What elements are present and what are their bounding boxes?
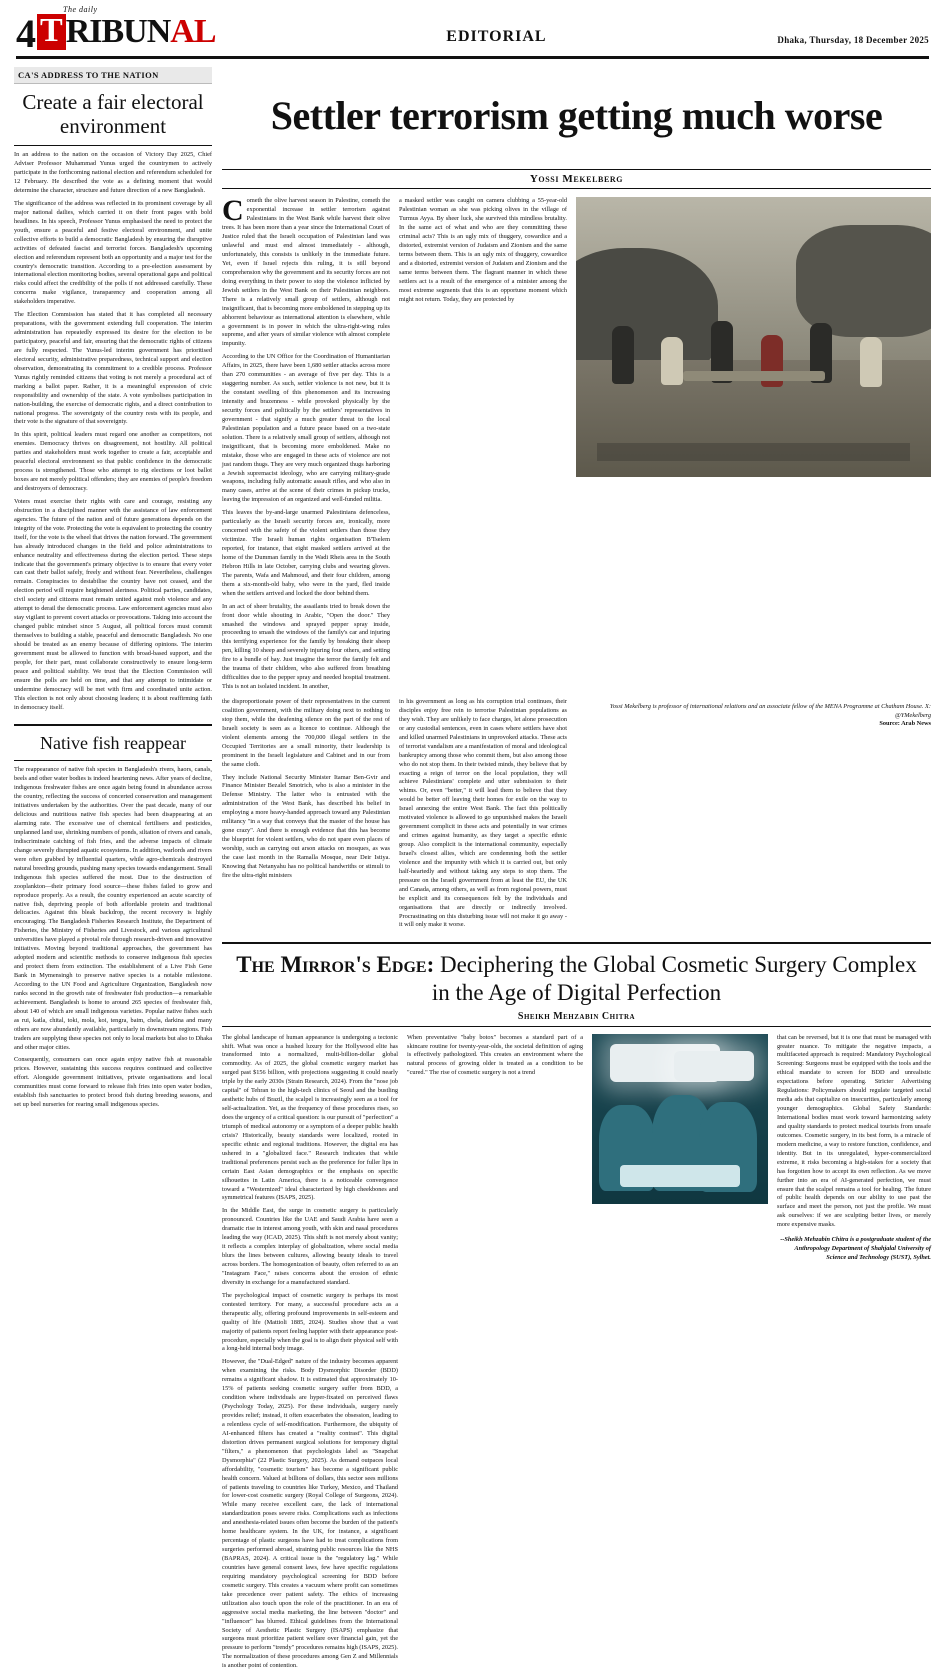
editorial-column [14, 67, 212, 1675]
logo-word: RIBUN [65, 13, 171, 50]
page-number: 4 [16, 11, 35, 56]
editorial-paragraph: The significance of the address was reflected in its prominent coverage by all major national dailies, which carried it on their front pages with bold headlines. In his speech, Professor Yunus emphasised the need to protect the youth, ensure a peaceful and festive electoral environment, and unite collective efforts to build a democratic Bangladesh by ensuring the disruptive activities of defeated fascist and terrorist forces. Bangladesh's upcoming election and referendum represent both an opportunity and a major test for the country's democratic transition. According to a pre-election assessment by international election monitoring bodies, several operational gaps and political risks could affect the credibility of the polls if not addressed carefully. These concerns make vigilance, transparency and cooperation among all stakeholders imperative. [14, 199, 212, 306]
main-paragraph: They include National Security Minister Itamar Ben-Gvir and Finance Minister Bezalel Smotrich, who is also a minister in the Defense Ministry. The latter who is entrusted with the administration of the West Bank, has described his belief in employing a more heavy-handed approach toward any Palestinian militancy "in a way that conveys that the master of the house has gone crazy". And there is enough evidence that this has become the blueprint for violent settlers, who do not spare even places of worship, such as carrying out arson attacks on mosques, as was the case last month in the Ramalla Mosque, near Deir Istiya. Knowing that Netanyahu has no political handwriths or stimuli to fire the ultra-right ministers [222, 773, 390, 879]
feature-column-2 [407, 1034, 583, 1675]
operating-room-photo [592, 1034, 768, 1204]
feature-paragraph: In the Middle East, the surge in cosmetic surgery is particularly pronounced. Countries like the UAE and Saudi Arabia have seen a dramatic rise in interest among youth, with skin and nasal procedures leading the way (ICAD, 2025). This shift is not merely about vanity; it reflects a complex interplay of globalization, where social media blurs the lines between cultures, allowing beauty ideals to travel across borders. The homogenization of beauty, often referred to as an "Instagram Face," raises concerns about the erosion of ethnic diversity in exchange for a manufactured standard. [222, 1207, 398, 1286]
feature-byline: Sheikh Mehzabin Chitra [222, 1011, 931, 1027]
main-story-column-1 [222, 194, 390, 696]
feature-paragraph: that can be reversed, but it is one that must be managed with greater nuance. To mitigate the negative impacts, a multifaceted approach is required: Mandatory Psychological Screening: Surgeons must be equipped with the tools and the ethical mandate to screen for BDD and unrealistic expectations before operating. Stricter Advertising Regulations: Policymakers should regulate targeted social media ads that capitalize on insecurities, particularly among younger demographics. Global Safety Standards: International bodies must work toward harmonizing safety and quality standards to protect medical tourists from unsafe outcomes. Cosmetic surgery, in its best form, is a miracle of modern medicine, a way to restore function, confidence, and identity. But in its unregulated, hyper-commercialized extreme, it risks becoming a high-stakes for a society that has forgotten how to accept its own reflection. As we move further into an era of AI-generated perfection, we must ensure that the scalpel remains a tool for healing. The future of public health depends on our ability to use past the surface and meet the person, not just the profile. We must ask ourselves: if we are sculpting better lives, or merely more expensive masks. [777, 1033, 931, 1229]
feature-headline-rest: Deciphering the Global Cosmetic Surgery Complex in the Age of Digital Perfection [431, 952, 917, 1005]
logo-the-daily: The daily [63, 5, 98, 14]
main-paragraph: the disproportionate power of their representatives in the current coalition government, with the military doing next to nothing to stop them, while the deafening silence on the part of the rest of Israeli society is seen as a licence to continue. Although the violent elements among the 700,000 illegal settlers in the Occupied Territories are a small minority, their leadership is prominent in the Israeli legislature and Cabinet and in our from the same cloth. [222, 698, 390, 768]
feature-column-1 [222, 1034, 398, 1675]
author-note: Yossi Mekelberg is professor of international relations and an associate fellow of the MENA Programme at Chatham House. X: @YMekelberg [609, 703, 931, 720]
feature-paragraph: However, the "Dual-Edged" nature of the industry becomes apparent when examining the risks. Body Dysmorphic Disorder (BDD) remains a significant shadow. It is estimated that approximately 10-15% of patients seeking cosmetic surgery suffer from BDD, a condition where individuals are hyper-fixated on perceived flaws (Psychology Today, 2025). For these individuals, surgery rarely provides relief; instead, it often exacerbates the obsession, leading to a relentless cycle of self-modification. Furthermore, the ubiquity of AI-enhanced filters has created a "reality contrast". This digital distortion drives permanent surgical solutions for temporary digital "filters," a phenomenon that psychologists label as "Snapchat Dysmorphia" (22 Plastic Surgery, 2025). As demand outpaces local affordability, "cosmetic tourism" has become a significant public health concern. Valued at billions of dollars, this sector sees millions of patients traveling to countries like Turkey, Mexico, and Thailand for lower-cost cosmetic surgery (Royal College of Surgeons, 2024). While many receive excellent care, the lack of international standardization poses severe risks. Complications such as infections and anesthesia-related issues often become the burden of the patient's home healthcare system. In the UK, for instance, a significant percentage of plastic surgeons have had to treat complications from surgeries performed abroad, straining public resources like the NHS (BAPRAS, 2024). A critical issue is the "regulatory lag." While countries have general consent laws, few have specific regulations requiring mandatory psychological screening for BDD before cosmetic surgery. This creates a vacuum where profit can sometimes take precedence over patient safety. The ethics of increasing utilization also touch upon the role of the practitioner. In an era of aggressive social media marketing, the line between "doctor" and "influencer" has blurred. Ethical guidelines from the International Society of Aesthetic Plastic Surgery (ISAPS) emphasize that surgeons must prioritize patient welfare over financial gain, yet the pressure to perform "trendy" procedures remains high (ISAPS, 2025). The normalization of these procedures among Gen Z and Millennials is another point of contention. [222, 1358, 398, 1670]
editorial-headline: Create a fair electoral environment [14, 84, 212, 146]
newspaper-logo [16, 5, 216, 56]
main-paragraph: Cometh the olive harvest season in Palestine, cometh the exponential increase in settler terrorism against Palestinians in the West Bank while harvest their olive trees. It has been more than a year since the International Court of Justice ruled that the Israeli occupation of Palestinian land was unlawful and must end almost immediately - although, unfortunately, this consists is unlikely in the immediate future. Yet, even if Israel rejects this ruling, it is still beyond comprehension why the government and its security forces are not doing everything in their power to stop the violence inflicted by Jewish settlers in the West Bank on their Palestinian neighbors. There is a relatively small group of settlers, although not insignificant, that is becoming more emboldened in stepping up its abhorrent behaviour as international attention is elsewhere, while a government is in power in which the ultra-right-wing rules supreme, and after years of similar violence with almost complete impunity. [222, 194, 390, 348]
editorial-paragraph: Consequently, consumers can once again enjoy native fish at reasonable prices. However, sustaining this success requires continued and collective effort. Alongside government initiatives, private organisations and local communities must come forward to release fish fries into open water bodies, establish fish sanctuaries to protect brood fish during breeding seasons, and set up beel nurseries for rearing small indigenous species. [14, 1056, 212, 1109]
editorial-second-body [14, 766, 212, 1114]
main-paragraph: According to the UN Office for the Coordination of Humanitarian Affairs, in 2025, there have been 1,680 settler attacks across more than 270 communities - an average of five per day. This is a staggering number. As such, settler violence is not new, but it is the constant swelling of this phenomenon and its increasing intensity and brazenness - while provoked physically by the security forces and politically by the settlers' representatives in government - that signify a much greater threat to the local Palestinian population and a future peace based on a two-state solution. There is a relatively small group of settlers, although not insignificant, that is becoming more emboldened. Make no mistake, those who are engaged in these acts of violence are not just random thugs. They are very much organized thugs harboring a Jewish supremacist ideology, who are carrying military-grade weapons, including fully automatic assault rifles, and who also in many cases, arrive at the scene of their crimes in pickup trucks, leaving the impression of an organized and well-funded militia. [222, 353, 390, 504]
main-headline: Settler terrorism getting much worse [270, 92, 883, 138]
logo-letter-t: T [37, 14, 66, 50]
main-story-column-2 [399, 197, 567, 696]
feature-paragraph: The psychological impact of cosmetic surgery is perhaps its most contested territory. For many, a successful procedure acts as a therapeutic ally, offering profound improvements in self-esteem and quality of life (Mattioli 1885, 2024). Studies show that a vast majority of patients report feeling happier with their appearance post-procedure, especially when the goal is to align their physical self with a long-held internal body image. [222, 1291, 398, 1353]
main-paragraph: in his government as long as his corruption trial continues, their disciples enjoy free rein to terrorise Palestinian populations as they wish. They are unlikely to face charges, let alone prosecution or any custodial sentences, even in cases where settlers have shot and killed unarmed Palestinians in unprovoked attacks. These acts of terrorist vandalism are a manifestation of moral and ideological bankruptcy among those who commit them, but also among those who do not stop them. In their twisted minds, they believe that by exacting a reign of terror on the local population, they will achieve Palestinians' complete and utter submission to their whims. Or, even "better," it will lead them to believe that they would be better off leaving their homes for exile on the way to Israel annexing the entire West Bank. The fact this politically motivated violence is allowed to go unpunished makes the Israeli government complicit in these acts and potentially in war crimes and crimes against humanity, as they target a specific ethnic group. Also complicit is the international community, especially Israel's closest allies, which are condemning both the settler violence and the impunity with which it is carried out, but only half-heartedly and without taking any steps to stop them. The pressure on the Israeli government from at least the EU, the UK and Canada, among others, as well as from regional powers, must be explicit and its consequences felt by the individuals and organisations that are directly or indirectly involved. Procrastinating on this disturbing issue will not make it go away - it will only make it worse. [399, 698, 567, 929]
editorial-paragraph: The reappearance of native fish species in Bangladesh's rivers, haors, canals, beels and other water bodies is indeed heartening news. After years of decline, indigenous freshwater fishes are once again being found in abundance across the country, reflecting the success of concerted conservation and management initiatives undertaken by the authorities. Over the past decade, many of our delicious and nutritious native fish species had been disappearing at an alarming rate. The excessive use of chemical fertilisers and pesticides, unplanned land use, shrinking numbers of ponds, siltation of rivers and canals, indiscriminate catching of fish fries, and the adverse impacts of climate change severely disrupted aquatic ecosystems. In addition, warlords and rivers were often grabbed by influential quarters, while agro-chemicals destroyed natural breeding grounds, pushing many species towards endangerment. Small indigenous fish species suffered the most. Due to the destruction of zooplankton—their primary food source—these fishes failed to grow and reproduce properly. As a result, the country experienced an acute scarcity of native fish, depriving people of both affordable protein and traditional delicacies. Against this bleak backdrop, the recent recovery is highly encouraging. The Bangladesh Fisheries Research Institute, the Department of Fisheries, the Ministry of Fisheries and Livestock, and various agricultural universities have played a pivotal role through research-driven and innovative initiatives. Moving beyond traditional approaches, the government has adopted modern and scientific methods to conserve indigenous fish species and protect them from extinction. The establishment of a Live Fish Gene Bank in Mymensingh to preserve native species is a notable milestone. According to the UN Food and Agriculture Organization, Bangladesh now ranks second in the growth rate of freshwater fish production—a remarkable achievement. Bangladesh is home to around 265 species of freshwater fish, about 140 of which are small indigenous varieties. Popular native fishes such as rui, katla, chital, toki, mola, koi, tengra, baim, chela, darkina and many others are now abundantly available, particularly in downstream regions. Fish traders are supplying these species not only to local markets but also to Dhaka and other major cities. [14, 766, 212, 1051]
main-story-photo-column [576, 197, 931, 696]
main-byline: Yossi Mekelberg [222, 169, 931, 189]
settler-violence-photo [576, 197, 931, 477]
editorial-kicker: CA'S ADDRESS TO THE NATION [14, 67, 212, 84]
feature-author-bio: --Sheikh Mehzabin Chitra is a postgraduate student of the Anthropology Department of Shahjalal University of Science and Technology (SUST), Sylhet. [780, 1236, 931, 1262]
editorial-paragraph: The Election Commission has stated that it has completed all necessary preparations, with the government extending full cooperation. The interim administration has repeatedly expressed its desire for the election to be participatory, peaceful and fair, ensuring that the democratic rights of citizens are fully respected. The Yunus-led interim government has prioritised electoral security, administrative preparedness, technical support and election observation, demonstrating its commitment to a credible process. Professor Yunus rightly reminded citizens that voting is not merely a procedural act of marking a ballot paper. Rather, it is a meaningful expression of civic responsibility and ownership of the state. A vote symbolises participation in nation-building, the exercise of democratic rights, and a direct contribution to national progress. The sovereignty of the country rests with its people, and their vote is the signature of that sovereignty. [14, 311, 212, 426]
main-paragraph: a masked settler was caught on camera clubbing a 55-year-old Palestinian woman as she was picking olives in the village of Turmus Ayya. By sheer luck, she survived this mindless brutality. In the same act of what and who are they committing these criminal acts? This is an ugly mix of thuggery, cowardice and a distorted, extremist version of Judaism and Zionism and the same terms between them. This is an ugly mix of thuggery, cowardice and a distorted, extremist version of Judaism and Zionism and the same terms between them. The flagrant manner in which these settlers act is a result of the emergence of a minister among the most extreme segments that this is an opportune moment which might not return. Today, they are protected by [399, 197, 567, 303]
feature-headline [222, 951, 931, 1010]
dateline: Dhaka, Thursday, 18 December 2025 [777, 35, 929, 45]
logo-word-end: AL [170, 13, 216, 50]
editorial-body [14, 151, 212, 716]
main-story-lower-column-1 [222, 698, 390, 934]
feature-paragraph: When preventative "baby botox" becomes a standard part of a skincare routine for twenty-year-olds, the societal definition of aging is effectively pathologized. This creates an environment where the natural process of growing older is treated as a condition to be "cured." The rise of cosmetic surgery is not a trend [407, 1033, 583, 1077]
main-story-lower-column-2 [399, 698, 567, 934]
source-note: Source: Arab News [879, 720, 931, 728]
feature-article [222, 942, 931, 1675]
editorial-paragraph: Voters must exercise their rights with care and courage, resisting any obstruction in a disciplined manner with the assistance of law enforcement agencies. The future of the nation and of future generations depends on the integrity of the vote. Protecting the vote is equivalent to protecting the country itself, for the vote is the wheel that drives the nation forward. The government has already introduced changes in the field and police administrations to enhance neutrality and effectiveness during the election period. These steps indicate that the government's primary objective is to ensure that every voter can cast their ballot safely, freely and without fear. Nevertheless, challenges remain. Conspiracies to destabilise the country have not ceased, and the election period will require heightened alertness. Political parties, candidates, civil society and citizens must remain united against mob violence and any attempt to derail the democratic process. Law enforcement agencies must also stay vigilant to prevent covert attacks or provocations. Taking into account the changed public mindset since 5 August, all political forces must commit themselves to building a stable, peaceful and democratic Bangladesh. No one should be treated as an enemy because of differing opinions. The interim government must be allowed to function with broad-based support, and the people, for their part, must collaborate constructively to ensure long-term peace and political stability. We trust that the Election Commission will ensure the polls are held on time, and that any attempt to intimidate or undermine democracy will be met with firm and coordinated unite action. This election is not only about choosing leaders; it is about reaffirming faith in democracy itself. [14, 497, 212, 711]
feature-paragraph: The global landscape of human appearance is undergoing a tectonic shift. What was once a hushed luxury for the Hollywood elite has transformed into a normalized, multi-billion-dollar global commodity. As of 2025, the global cosmetic surgery market has surged past $156 billion, with projections suggesting it could nearly triple by the early 2030s (Strain Research, 2024). From the "nose job capital" of Tehran to the high-tech clinics of Seoul and the bustling aesthetic hubs of Brazil, the scalpel is increasingly seen as a tool for self-actualization. Yet, as the frequency of these procedures rises, so does the urgency of a critical question: is our pursuit of "perfection" a triumph of medical autonomy or a symptom of a deeper public health crisis? Historically, beauty standards were localized, rooted in specific ethnic and regional traditions. However, the digital era has ushered in a "globalized face." Research indicates that while traditional preferences persist such as the preference for fuller lips in certain East Asian demographics or the emphasis on specific silhouettes in Latin America, there is a noticeable convergence toward a "Westernized" ideal characterized by high cheekbones and symmetrical features (ISAPS, 2025). [222, 1033, 398, 1202]
main-paragraph: In an act of sheer brutality, the assailants tried to break down the front door while shouting in Arabic, "Open the door." They smashed the windows and sprayed pepper spray inside, proceeding to smash the windows of the family's car and injuring this terrifying experience for the family by breaking their sheep pen, killing 10 sheep and severely injuring four others, and setting fire to a bundle of hay. Just imagine the terror the family felt and the trauma of their children, who also suffered from breathing difficulties due to the pepper spray and needed hospital treatment. This is not an isolated incident. In another, [222, 602, 390, 691]
feature-headline-lead: The Mirror's Edge: [236, 952, 435, 978]
editorial-paragraph: In this spirit, political leaders must regard one another as competitors, not enemies. Democracy thrives on disagreement, not hostility. All political parties and stakeholders must work together to create a fair, acceptable and peaceful electoral environment so that public confidence in the democratic process is strengthened. Those who attempt to rig elections or loot ballot boxes are not merely political offenders; they are enemies of people's freedom and destroyers of democracy. [14, 431, 212, 493]
main-content [222, 67, 931, 1675]
masthead [16, 0, 929, 59]
feature-column-last [777, 1034, 931, 1675]
main-paragraph: This leaves the by-and-large unarmed Palestinians defenceless, particularly as the Israeli security forces are, ironically, more concerned with the safety of the violent settlers than those they victimize. The Israeli human rights organisation B'Tselem reported, for instance, that eight masked settlers arrived at the home of the Dumman family in the Wadi Rheis area in the South Hebron Hills in late October, carrying clubs and wearing gloves. The parents, Wafa and Mahmoud, and their four children, among them a six-month-old baby, who were in the yard, fled inside when the settlers arrived and locked the door behind them. [222, 509, 390, 597]
main-story-lower-column-3 [576, 698, 931, 934]
section-title: EDITORIAL [446, 28, 547, 45]
editorial-second-headline: Native fish reappear [14, 726, 212, 761]
feature-photo-column [592, 1034, 768, 1675]
editorial-paragraph: In an address to the nation on the occasion of Victory Day 2025, Chief Adviser Professor Muhammad Yunus urged the countrymen to actively participate in the forthcoming national election and referendum scheduled for 12 February. He described the vote as a defining moment that would determine the character, structure and future direction of a new Bangladesh. [14, 151, 212, 195]
